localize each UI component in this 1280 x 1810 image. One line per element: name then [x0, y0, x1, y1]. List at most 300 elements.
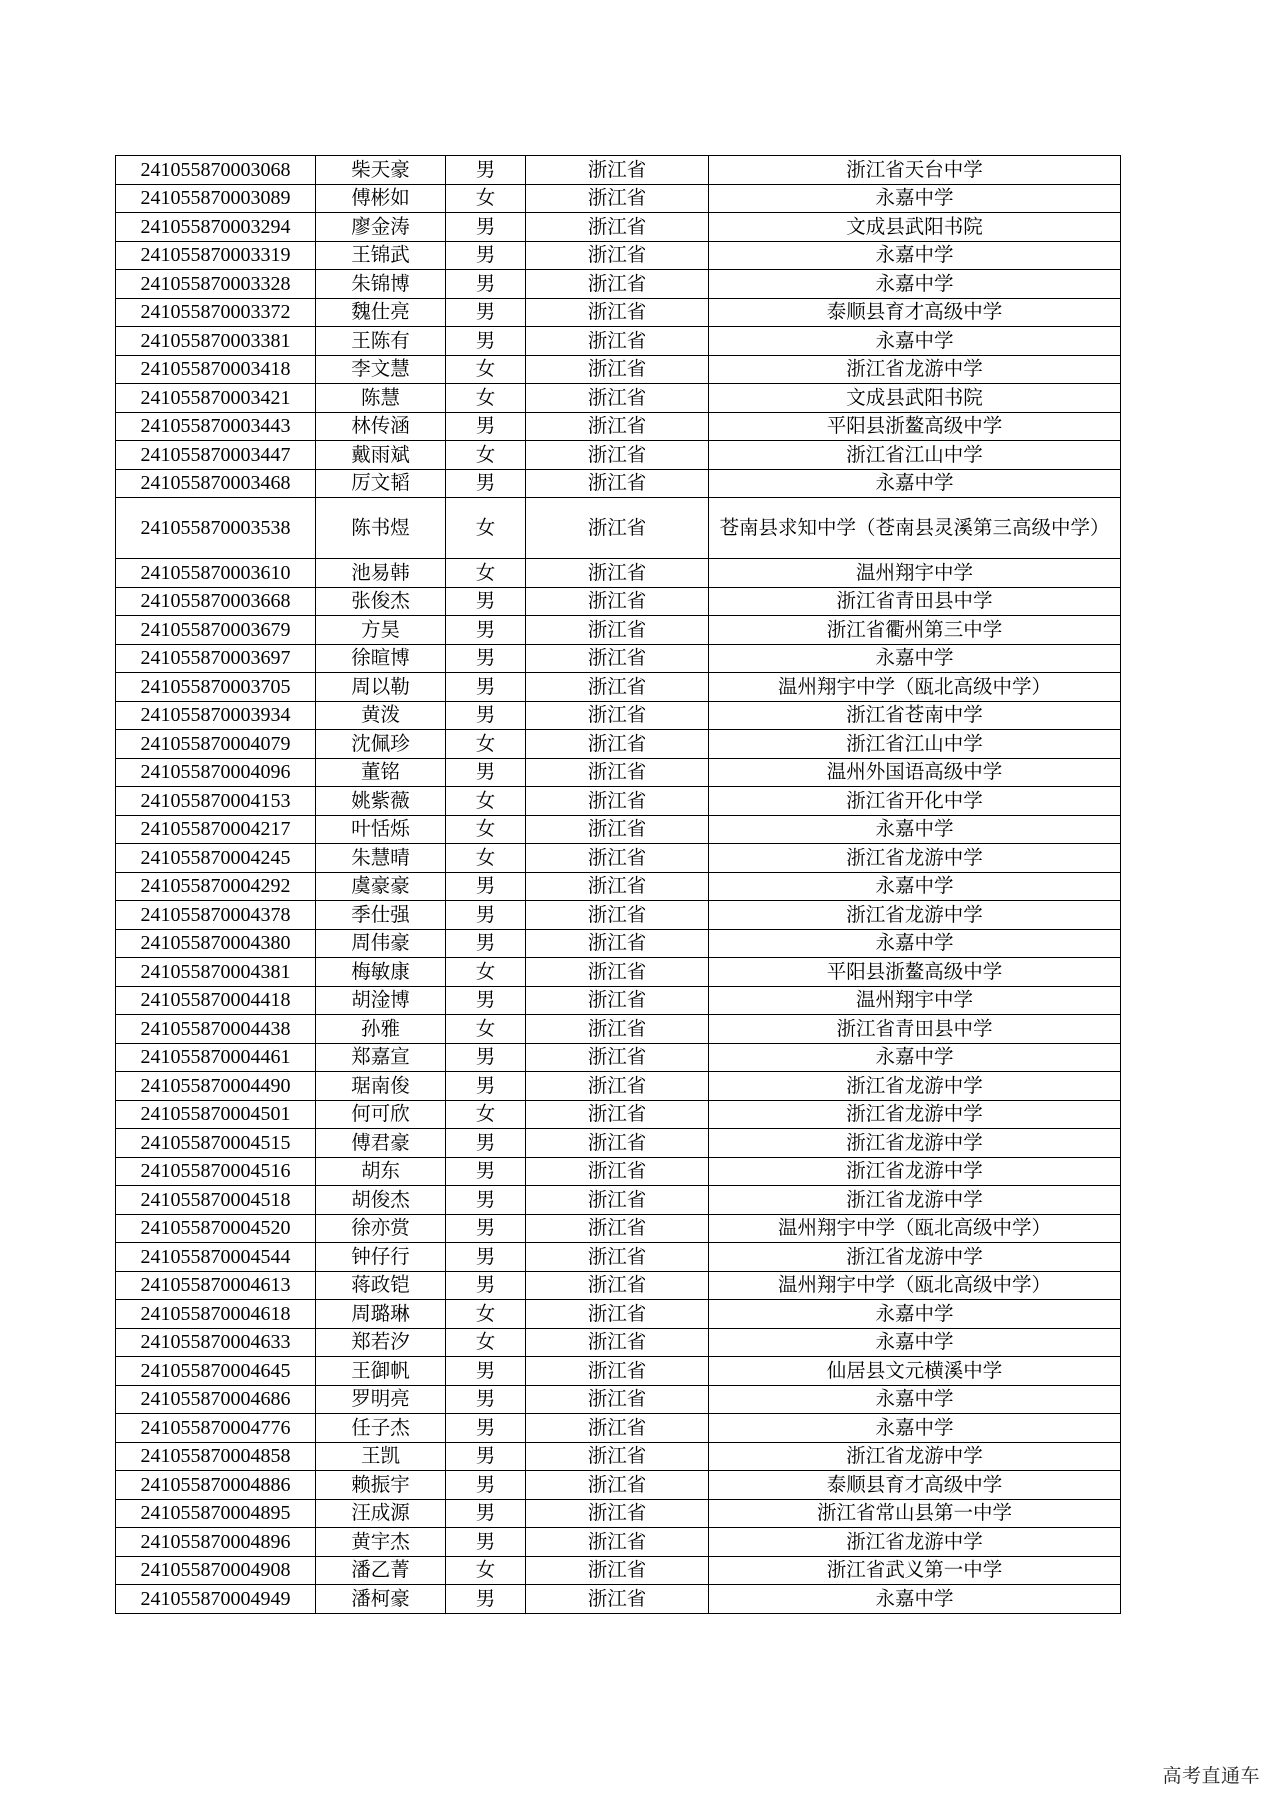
student-name-cell: 傅君豪 [316, 1129, 446, 1158]
student-name-cell: 周璐琳 [316, 1300, 446, 1329]
candidate-id-cell: 241055870004461 [116, 1043, 316, 1072]
gender-cell: 男 [446, 298, 526, 327]
gender-cell: 女 [446, 1328, 526, 1357]
school-cell: 浙江省龙游中学 [709, 901, 1121, 930]
gender-cell: 男 [446, 1499, 526, 1528]
gender-cell: 男 [446, 1414, 526, 1443]
table-row [116, 644, 1121, 673]
province-cell: 浙江省 [526, 958, 709, 987]
table-row [116, 929, 1121, 958]
student-name-cell: 王凯 [316, 1442, 446, 1471]
watermark-text: 高考直通车 [1162, 1765, 1260, 1787]
gender-cell: 男 [446, 701, 526, 730]
candidate-id-cell: 241055870004245 [116, 844, 316, 873]
school-cell: 永嘉中学 [709, 644, 1121, 673]
table-row [116, 1300, 1121, 1329]
gender-cell: 男 [446, 1528, 526, 1557]
table-row [116, 1243, 1121, 1272]
student-name-cell: 朱慧晴 [316, 844, 446, 873]
province-cell: 浙江省 [526, 730, 709, 759]
table-row [116, 441, 1121, 470]
gender-cell: 男 [446, 929, 526, 958]
candidate-id-cell: 241055870004490 [116, 1072, 316, 1101]
table-row [116, 1100, 1121, 1129]
gender-cell: 男 [446, 1186, 526, 1215]
gender-cell: 男 [446, 1043, 526, 1072]
school-cell: 永嘉中学 [709, 241, 1121, 270]
student-name-cell: 潘乙菁 [316, 1556, 446, 1585]
table-row [116, 1585, 1121, 1614]
candidate-id-cell: 241055870003328 [116, 270, 316, 299]
table-row [116, 327, 1121, 356]
student-name-cell: 朱锦博 [316, 270, 446, 299]
province-cell: 浙江省 [526, 1328, 709, 1357]
province-cell: 浙江省 [526, 1385, 709, 1414]
school-cell: 永嘉中学 [709, 270, 1121, 299]
gender-cell: 男 [446, 241, 526, 270]
candidate-id-cell: 241055870003934 [116, 701, 316, 730]
student-name-cell: 陈书煜 [316, 498, 446, 559]
student-name-cell: 孙雅 [316, 1015, 446, 1044]
student-name-cell: 王御帆 [316, 1357, 446, 1386]
school-cell: 仙居县文元横溪中学 [709, 1357, 1121, 1386]
province-cell: 浙江省 [526, 156, 709, 185]
table-row [116, 901, 1121, 930]
student-name-cell: 季仕强 [316, 901, 446, 930]
province-cell: 浙江省 [526, 241, 709, 270]
province-cell: 浙江省 [526, 1556, 709, 1585]
table-row [116, 1471, 1121, 1500]
table-row [116, 815, 1121, 844]
table-row [116, 1414, 1121, 1443]
gender-cell: 女 [446, 815, 526, 844]
gender-cell: 男 [446, 1585, 526, 1614]
school-cell: 温州翔宇中学（瓯北高级中学） [709, 1271, 1121, 1300]
table-row [116, 1043, 1121, 1072]
province-cell: 浙江省 [526, 644, 709, 673]
student-name-cell: 钟仔行 [316, 1243, 446, 1272]
school-cell: 永嘉中学 [709, 1328, 1121, 1357]
gender-cell: 男 [446, 213, 526, 242]
school-cell: 浙江省武义第一中学 [709, 1556, 1121, 1585]
gender-cell: 男 [446, 1385, 526, 1414]
student-name-cell: 虞豪豪 [316, 872, 446, 901]
province-cell: 浙江省 [526, 1072, 709, 1101]
gender-cell: 女 [446, 184, 526, 213]
school-cell: 浙江省青田县中学 [709, 1015, 1121, 1044]
school-cell: 浙江省开化中学 [709, 787, 1121, 816]
candidate-id-cell: 241055870004858 [116, 1442, 316, 1471]
student-name-cell: 徐亦赏 [316, 1214, 446, 1243]
candidate-id-cell: 241055870004520 [116, 1214, 316, 1243]
candidate-id-cell: 241055870003319 [116, 241, 316, 270]
table-row [116, 1186, 1121, 1215]
school-cell: 浙江省龙游中学 [709, 1243, 1121, 1272]
table-row [116, 844, 1121, 873]
table-row [116, 1271, 1121, 1300]
province-cell: 浙江省 [526, 559, 709, 588]
province-cell: 浙江省 [526, 1214, 709, 1243]
candidate-id-cell: 241055870004516 [116, 1157, 316, 1186]
gender-cell: 男 [446, 1442, 526, 1471]
table-row [116, 270, 1121, 299]
gender-cell: 男 [446, 327, 526, 356]
gender-cell: 男 [446, 469, 526, 498]
school-cell: 文成县武阳书院 [709, 384, 1121, 413]
school-cell: 浙江省龙游中学 [709, 1157, 1121, 1186]
student-name-cell: 黄宇杰 [316, 1528, 446, 1557]
candidate-id-cell: 241055870004515 [116, 1129, 316, 1158]
student-name-cell: 何可欣 [316, 1100, 446, 1129]
student-name-cell: 潘柯豪 [316, 1585, 446, 1614]
school-cell: 温州翔宇中学（瓯北高级中学） [709, 673, 1121, 702]
school-cell: 浙江省常山县第一中学 [709, 1499, 1121, 1528]
table-row [116, 701, 1121, 730]
student-name-cell: 王陈有 [316, 327, 446, 356]
candidate-id-cell: 241055870004686 [116, 1385, 316, 1414]
candidate-id-cell: 241055870004096 [116, 758, 316, 787]
candidate-id-cell: 241055870004418 [116, 986, 316, 1015]
school-cell: 泰顺县育才高级中学 [709, 1471, 1121, 1500]
province-cell: 浙江省 [526, 701, 709, 730]
province-cell: 浙江省 [526, 1442, 709, 1471]
table-row [116, 1357, 1121, 1386]
candidate-id-cell: 241055870004217 [116, 815, 316, 844]
table-row [116, 1385, 1121, 1414]
province-cell: 浙江省 [526, 758, 709, 787]
table-row [116, 1157, 1121, 1186]
province-cell: 浙江省 [526, 1015, 709, 1044]
school-cell: 平阳县浙鳌高级中学 [709, 958, 1121, 987]
school-cell: 温州翔宇中学（瓯北高级中学） [709, 1214, 1121, 1243]
province-cell: 浙江省 [526, 1300, 709, 1329]
candidate-id-cell: 241055870003421 [116, 384, 316, 413]
school-cell: 温州翔宇中学 [709, 986, 1121, 1015]
province-cell: 浙江省 [526, 844, 709, 873]
gender-cell: 男 [446, 270, 526, 299]
candidate-id-cell: 241055870004378 [116, 901, 316, 930]
table-row [116, 587, 1121, 616]
school-cell: 文成县武阳书院 [709, 213, 1121, 242]
candidate-id-cell: 241055870004153 [116, 787, 316, 816]
table-row [116, 156, 1121, 185]
table-row [116, 1072, 1121, 1101]
candidate-id-cell: 241055870004079 [116, 730, 316, 759]
gender-cell: 男 [446, 1214, 526, 1243]
table-row [116, 355, 1121, 384]
candidate-id-cell: 241055870003372 [116, 298, 316, 327]
student-name-cell: 叶恬烁 [316, 815, 446, 844]
province-cell: 浙江省 [526, 1414, 709, 1443]
gender-cell: 男 [446, 1271, 526, 1300]
student-name-cell: 周伟豪 [316, 929, 446, 958]
gender-cell: 男 [446, 1129, 526, 1158]
province-cell: 浙江省 [526, 469, 709, 498]
candidate-id-cell: 241055870004896 [116, 1528, 316, 1557]
gender-cell: 女 [446, 958, 526, 987]
school-cell: 永嘉中学 [709, 1043, 1121, 1072]
gender-cell: 女 [446, 1300, 526, 1329]
candidate-id-cell: 241055870003294 [116, 213, 316, 242]
school-cell: 永嘉中学 [709, 1585, 1121, 1614]
gender-cell: 男 [446, 986, 526, 1015]
school-cell: 永嘉中学 [709, 1414, 1121, 1443]
gender-cell: 男 [446, 1357, 526, 1386]
table-row [116, 559, 1121, 588]
gender-cell: 女 [446, 559, 526, 588]
province-cell: 浙江省 [526, 1471, 709, 1500]
candidate-id-cell: 241055870003418 [116, 355, 316, 384]
candidate-id-cell: 241055870003679 [116, 616, 316, 645]
roster-table [115, 155, 1121, 1614]
school-cell: 永嘉中学 [709, 1300, 1121, 1329]
gender-cell: 男 [446, 673, 526, 702]
school-cell: 永嘉中学 [709, 815, 1121, 844]
school-cell: 永嘉中学 [709, 327, 1121, 356]
student-name-cell: 戴雨斌 [316, 441, 446, 470]
gender-cell: 女 [446, 730, 526, 759]
table-row [116, 958, 1121, 987]
student-name-cell: 李文慧 [316, 355, 446, 384]
candidate-id-cell: 241055870004381 [116, 958, 316, 987]
gender-cell: 男 [446, 1072, 526, 1101]
school-cell: 永嘉中学 [709, 929, 1121, 958]
province-cell: 浙江省 [526, 616, 709, 645]
school-cell: 永嘉中学 [709, 872, 1121, 901]
student-name-cell: 郑若汐 [316, 1328, 446, 1357]
gender-cell: 男 [446, 1157, 526, 1186]
province-cell: 浙江省 [526, 1157, 709, 1186]
gender-cell: 女 [446, 498, 526, 559]
province-cell: 浙江省 [526, 815, 709, 844]
candidate-id-cell: 241055870004501 [116, 1100, 316, 1129]
province-cell: 浙江省 [526, 298, 709, 327]
candidate-id-cell: 241055870004380 [116, 929, 316, 958]
school-cell: 浙江省龙游中学 [709, 1442, 1121, 1471]
school-cell: 永嘉中学 [709, 1385, 1121, 1414]
candidate-id-cell: 241055870004438 [116, 1015, 316, 1044]
province-cell: 浙江省 [526, 355, 709, 384]
gender-cell: 男 [446, 758, 526, 787]
gender-cell: 女 [446, 355, 526, 384]
gender-cell: 男 [446, 587, 526, 616]
province-cell: 浙江省 [526, 270, 709, 299]
province-cell: 浙江省 [526, 384, 709, 413]
school-cell: 温州翔宇中学 [709, 559, 1121, 588]
table-row [116, 184, 1121, 213]
school-cell: 浙江省龙游中学 [709, 1186, 1121, 1215]
table-row [116, 1129, 1121, 1158]
table-row [116, 872, 1121, 901]
gender-cell: 男 [446, 872, 526, 901]
table-row [116, 1214, 1121, 1243]
province-cell: 浙江省 [526, 929, 709, 958]
province-cell: 浙江省 [526, 587, 709, 616]
student-name-cell: 琚南俊 [316, 1072, 446, 1101]
candidate-id-cell: 241055870004544 [116, 1243, 316, 1272]
province-cell: 浙江省 [526, 673, 709, 702]
table-row [116, 1528, 1121, 1557]
student-name-cell: 厉文韬 [316, 469, 446, 498]
province-cell: 浙江省 [526, 327, 709, 356]
table-row [116, 1015, 1121, 1044]
candidate-id-cell: 241055870004886 [116, 1471, 316, 1500]
candidate-id-cell: 241055870004949 [116, 1585, 316, 1614]
candidate-id-cell: 241055870004518 [116, 1186, 316, 1215]
gender-cell: 女 [446, 844, 526, 873]
student-name-cell: 胡东 [316, 1157, 446, 1186]
table-row [116, 758, 1121, 787]
school-cell: 浙江省龙游中学 [709, 355, 1121, 384]
school-cell: 浙江省龙游中学 [709, 1528, 1121, 1557]
gender-cell: 男 [446, 156, 526, 185]
gender-cell: 女 [446, 441, 526, 470]
candidate-id-cell: 241055870004618 [116, 1300, 316, 1329]
candidate-id-cell: 241055870004908 [116, 1556, 316, 1585]
candidate-id-cell: 241055870003697 [116, 644, 316, 673]
school-cell: 浙江省龙游中学 [709, 1129, 1121, 1158]
table-row [116, 1556, 1121, 1585]
province-cell: 浙江省 [526, 1585, 709, 1614]
candidate-id-cell: 241055870004633 [116, 1328, 316, 1357]
candidate-id-cell: 241055870003705 [116, 673, 316, 702]
school-cell: 温州外国语高级中学 [709, 758, 1121, 787]
candidate-id-cell: 241055870003068 [116, 156, 316, 185]
school-cell: 永嘉中学 [709, 184, 1121, 213]
table-row [116, 787, 1121, 816]
student-name-cell: 张俊杰 [316, 587, 446, 616]
province-cell: 浙江省 [526, 1271, 709, 1300]
province-cell: 浙江省 [526, 1499, 709, 1528]
gender-cell: 男 [446, 616, 526, 645]
table-row [116, 1442, 1121, 1471]
school-cell: 浙江省龙游中学 [709, 1072, 1121, 1101]
gender-cell: 女 [446, 787, 526, 816]
province-cell: 浙江省 [526, 1357, 709, 1386]
gender-cell: 男 [446, 644, 526, 673]
student-name-cell: 陈慧 [316, 384, 446, 413]
province-cell: 浙江省 [526, 412, 709, 441]
school-cell: 永嘉中学 [709, 469, 1121, 498]
school-cell: 浙江省苍南中学 [709, 701, 1121, 730]
table-row [116, 1499, 1121, 1528]
school-cell: 浙江省龙游中学 [709, 1100, 1121, 1129]
school-cell: 浙江省龙游中学 [709, 844, 1121, 873]
school-cell: 浙江省衢州第三中学 [709, 616, 1121, 645]
student-name-cell: 姚紫薇 [316, 787, 446, 816]
candidate-id-cell: 241055870004776 [116, 1414, 316, 1443]
student-name-cell: 梅敏康 [316, 958, 446, 987]
roster-body [116, 156, 1121, 1614]
table-row [116, 1328, 1121, 1357]
student-name-cell: 胡淦博 [316, 986, 446, 1015]
student-name-cell: 傅彬如 [316, 184, 446, 213]
student-name-cell: 罗明亮 [316, 1385, 446, 1414]
school-cell: 泰顺县育才高级中学 [709, 298, 1121, 327]
province-cell: 浙江省 [526, 872, 709, 901]
student-name-cell: 黄泼 [316, 701, 446, 730]
candidate-id-cell: 241055870003468 [116, 469, 316, 498]
table-row [116, 673, 1121, 702]
province-cell: 浙江省 [526, 213, 709, 242]
student-name-cell: 蒋政铠 [316, 1271, 446, 1300]
student-name-cell: 胡俊杰 [316, 1186, 446, 1215]
candidate-id-cell: 241055870003089 [116, 184, 316, 213]
gender-cell: 男 [446, 901, 526, 930]
province-cell: 浙江省 [526, 1528, 709, 1557]
gender-cell: 男 [446, 412, 526, 441]
student-name-cell: 方昊 [316, 616, 446, 645]
school-cell: 浙江省天台中学 [709, 156, 1121, 185]
candidate-id-cell: 241055870003443 [116, 412, 316, 441]
candidate-id-cell: 241055870004292 [116, 872, 316, 901]
student-name-cell: 王锦武 [316, 241, 446, 270]
student-name-cell: 沈佩珍 [316, 730, 446, 759]
province-cell: 浙江省 [526, 986, 709, 1015]
school-cell: 平阳县浙鳌高级中学 [709, 412, 1121, 441]
student-name-cell: 徐暄博 [316, 644, 446, 673]
student-name-cell: 郑嘉宣 [316, 1043, 446, 1072]
student-name-cell: 赖振宇 [316, 1471, 446, 1500]
candidate-id-cell: 241055870004613 [116, 1271, 316, 1300]
province-cell: 浙江省 [526, 1100, 709, 1129]
province-cell: 浙江省 [526, 1243, 709, 1272]
province-cell: 浙江省 [526, 787, 709, 816]
school-cell: 浙江省青田县中学 [709, 587, 1121, 616]
student-name-cell: 董铭 [316, 758, 446, 787]
candidate-id-cell: 241055870003538 [116, 498, 316, 559]
candidate-id-cell: 241055870004895 [116, 1499, 316, 1528]
gender-cell: 女 [446, 1015, 526, 1044]
student-name-cell: 周以勒 [316, 673, 446, 702]
school-cell: 浙江省江山中学 [709, 441, 1121, 470]
table-row [116, 498, 1121, 559]
gender-cell: 女 [446, 1556, 526, 1585]
gender-cell: 女 [446, 1100, 526, 1129]
province-cell: 浙江省 [526, 1129, 709, 1158]
school-cell: 苍南县求知中学（苍南县灵溪第三高级中学） [709, 498, 1121, 559]
table-row [116, 241, 1121, 270]
table-row [116, 616, 1121, 645]
student-name-cell: 魏仕亮 [316, 298, 446, 327]
province-cell: 浙江省 [526, 498, 709, 559]
candidate-id-cell: 241055870003610 [116, 559, 316, 588]
candidate-id-cell: 241055870003668 [116, 587, 316, 616]
province-cell: 浙江省 [526, 441, 709, 470]
candidate-id-cell: 241055870003381 [116, 327, 316, 356]
student-name-cell: 汪成源 [316, 1499, 446, 1528]
student-name-cell: 池易韩 [316, 559, 446, 588]
table-row [116, 412, 1121, 441]
table-row [116, 384, 1121, 413]
province-cell: 浙江省 [526, 184, 709, 213]
table-row [116, 469, 1121, 498]
province-cell: 浙江省 [526, 1186, 709, 1215]
table-row [116, 730, 1121, 759]
student-name-cell: 林传涵 [316, 412, 446, 441]
table-row [116, 986, 1121, 1015]
table-row [116, 213, 1121, 242]
school-cell: 浙江省江山中学 [709, 730, 1121, 759]
gender-cell: 女 [446, 384, 526, 413]
student-name-cell: 任子杰 [316, 1414, 446, 1443]
gender-cell: 男 [446, 1471, 526, 1500]
candidate-id-cell: 241055870003447 [116, 441, 316, 470]
province-cell: 浙江省 [526, 901, 709, 930]
student-name-cell: 廖金涛 [316, 213, 446, 242]
table-row [116, 298, 1121, 327]
candidate-id-cell: 241055870004645 [116, 1357, 316, 1386]
